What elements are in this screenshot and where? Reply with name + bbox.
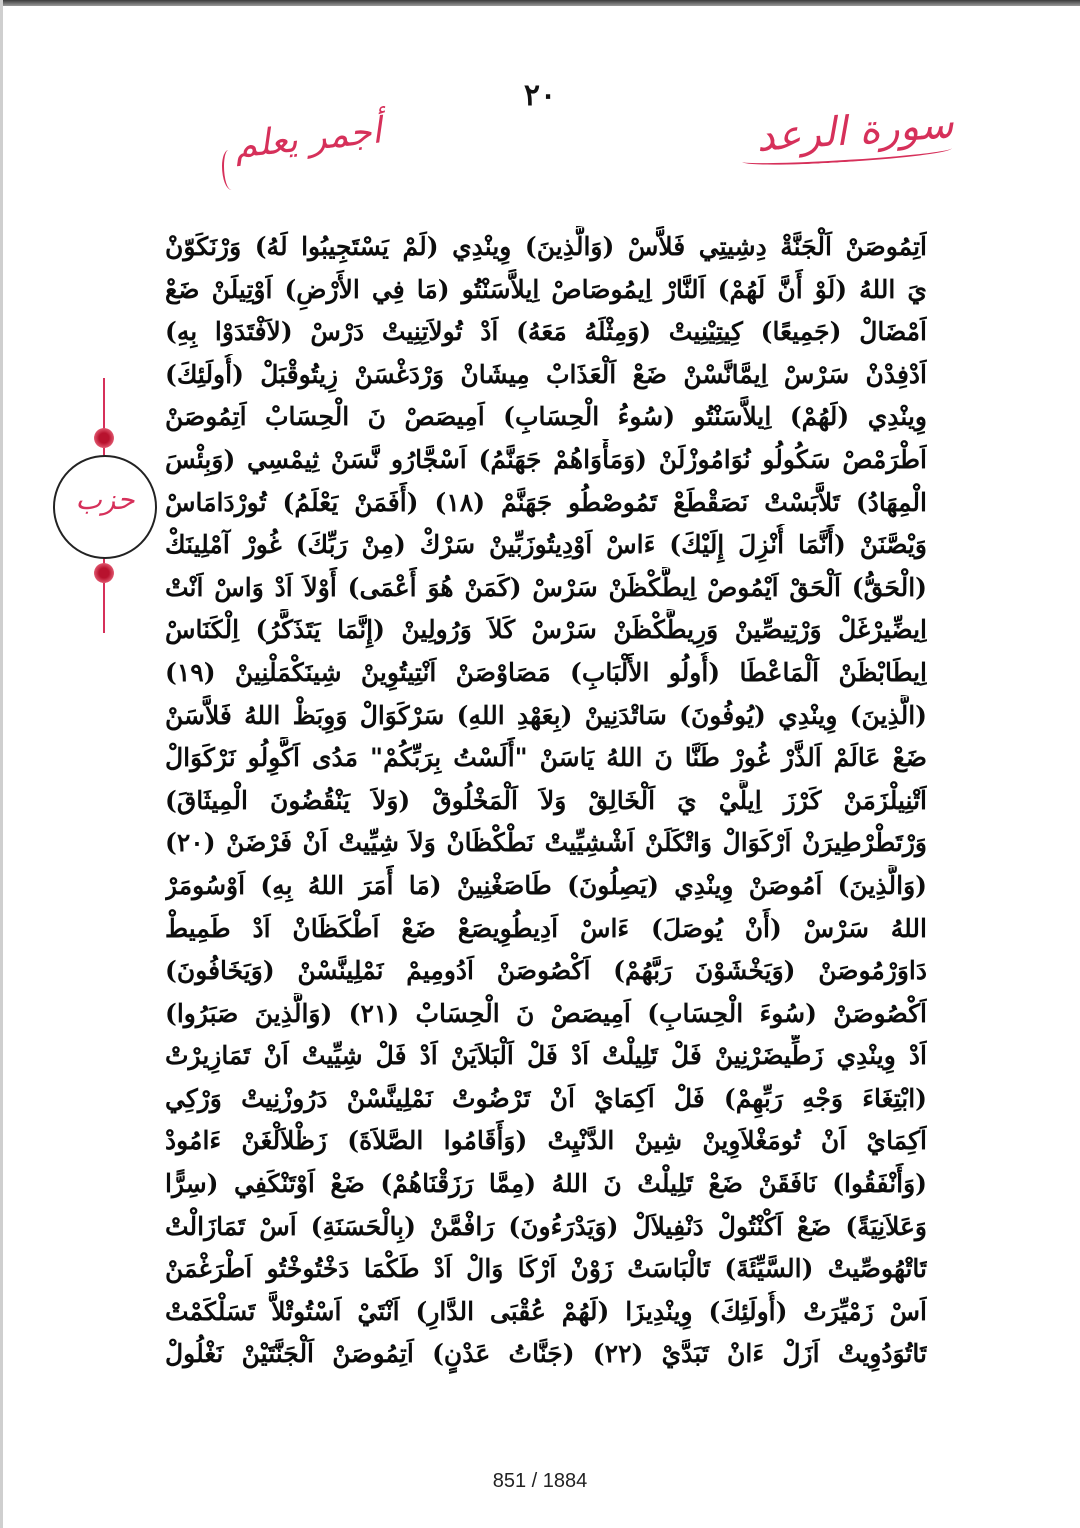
text-line: اَكِمَايْ اَنْ تُومَغْلاَوِينْ شِينْ الدَّنْيِتْ (وَأَقَامُوا الصَّلاَةَ) زَظْلاَلْغَنْ ءَامُودْ — [165, 1126, 927, 1156]
text-line: اَمْضَالْ (جَمِيعًا) كِيتِيْنِيتْ (وَمِثْلَهُ مَعَهُ) اَدْ تُولاَتِنِيتْ دَرْسْ (لاَفْتَدَوْا بِهِ) — [165, 317, 927, 347]
text-line: وَعَلاَنِيَةً) ضَعْ اَكْنْتُولْ دَنْفِيلاَلْ (وَيَدْرَءُونَ) رَافْمَّنْ (بِالْحَسَنَةِ) اَسْ تَمَازَالْتْ — [165, 1211, 927, 1241]
text-line: اَسْ زَمْيِّرَتْ (أُولَئِكَ) وِينْدِيزَا (لَهُمْ عُقْبَى الدَّارِ) اَنْتَيْ اَسْتُوتْلاَّ تَسَلْكَمْتْ — [165, 1296, 927, 1326]
text-line: اِيضِّيرْغَلْ وَرْتِيصِّينْ وَرِيطَّكْظَنْ سَرْسْ كَلاَ وَرُولِينْ (إِنَّمَا يَتَذَكَّرُ) اِلْكَنَاسْ — [165, 615, 927, 645]
text-line: اِيطَابْظَنْ اَلْمَاعْطَا (أُولُو الأَلْبَابِ) مَصَاوْصَنْ اَنْتِيتُوِينْ شِينَكْمَلْنِينْ (١٩) — [165, 657, 927, 687]
flower-ornament-bottom — [94, 563, 114, 583]
text-line: (ابْتِغَاءَ وَجْهِ رَبِّهِمْ) فَلْ اَكِمَايْ اَنْ تَرْضُوتْ نَمْلِينَّسْنْ دَرُوزْنِيتْ وَرْكِي — [165, 1083, 927, 1113]
page-body-text — [165, 226, 927, 1376]
text-line: (الْحَقُّ) اَلْحَقْ اَيْمُوصْ اِيطَّكْظَنْ سَرْسْ (كَمَنْ هُوَ أَعْمَى) أَوْلاَ اَدْ وَاسْ اَنْتْ — [165, 572, 927, 602]
juz-note-stroke — [222, 150, 238, 190]
text-line: اَطْرَمْصْ سَكُولُو نُوَامُوزْلَنْ (وَمَأْوَاهُمْ جَهَنَّمُ) اَسْجَّارُو نَّسَنْ ثِيمْسِي (وَبِئْسَ — [165, 444, 927, 474]
juz-note: أجمر يعلم — [232, 110, 384, 167]
flower-ornament-top — [94, 428, 114, 448]
text-line: وِينْدِي (لَهُمْ) اِيلاَّسَنْتُو (سُوءُ الْحِسَابِ) اَمِيصَصْ نَ الْحِسَابْ اَتِمُوصَنْ — [165, 402, 927, 432]
surah-title-note: سورة الرعد — [754, 101, 956, 161]
pagination-indicator: 851 / 1884 — [492, 1470, 588, 1492]
text-line: وَرْتَطْرْطِيرَنْ اَرْكَوَالْ وَاتْكَلَنْ اَشْشِيِّيتْ نَطْكْظَانْ وَلاَ شِيِّيتْ اَنْ فَرْضَنْ (٢٠) — [165, 828, 927, 858]
text-line: تَاتْهُوصِّيتْ (السَّيِّئَةَ) تَالْبَاسَتْ زَوْنْ اَرْكَا وَالْ اَدْ طَكْمَا دَخْتُوخْتُو اَطْرَغْمَنْ — [165, 1254, 927, 1284]
page-number: ٢٠ — [523, 78, 557, 113]
text-line: (الَّذِينَ) وِينْدِي (يُوفُونَ) سَاتْدَنِينْ (بِعَهْدِ اللهِ) سَرْكَوَالْ وَوِبَظْ اللهُ فَلاَّسَنْ — [165, 700, 927, 730]
scan-left-edge — [0, 0, 3, 1528]
text-line: (وَالَّذِينَ) اَمُوصَنْ وِينْدِي (يَصِلُونَ) طَاصَغْنِينْ (مَا أَمَرَ اللهُ بِهِ) اَوْسُومَرْ — [165, 870, 927, 900]
text-line: وَيْصَّنَنْ (أَنَّمَا أُنْزِلَ إِلَيْكَ) ءَاسْ اَوْدِيتُوزَبِّينْ سَرْكْ (مِنْ رَبِّكَ) غُورْ آمْلِينَكْ — [165, 530, 927, 560]
text-line: ضَعْ عَالَمْ اَلذَّرْ غُورْ طَنَّا نَ اللهُ يَاسَنْ "أَلَسْتُ بِرَبِّكُمْ" مَدُى اَكَّوِلُو نَرْكَوَالْ — [165, 743, 927, 773]
text-line: اَدْ وِينْدِي زَطِّيضَرْنِينْ فَلْ تَلِيلْتْ اَدْ فَلْ اَلْبَلاَيَنْ اَدْ فَلْ شِيِّيتْ اَنْ تَمَازِيرْتْ — [165, 1041, 927, 1071]
text-line: اَدْفِدْنْ سَرْسْ اِيمَّانَّسْنْ ضَعْ اَلْعَذَابْ مِيشَانْ وَرْدَغْسَنْ زِيتُوقْبَلْ (أُولَئِكَ) — [165, 359, 927, 389]
text-line: اَتِمُوصَنْ اَلْجَنَّةْ دِشِيتِي فَلاَّسْ (وَالَّذِينَ) وِينْدِي (لَمْ يَسْتَجِيبُوا لَهُ) وَرْنَكَوّنْ — [165, 232, 927, 261]
text-line: اللهُ سَرْسْ (أَنْ يُوصَلَ) ءَاسْ اَدِيطُوِيصَعْ ضَعْ اَطْكَظَانْ اَدْ طَمِيطْ — [165, 913, 927, 943]
text-line: اَكْصُوصَنْ (سُوءَ الْحِسَابِ) اَمِيصَصْ نَ الْحِسَابْ (٢١) (وَالَّذِينَ صَبَرُوا) — [165, 998, 927, 1028]
text-line: (وَأَنْفَقُوا) نَافَقَنْ ضَعْ تَلِيلْتْ نَ اللهُ (مِمَّا رَزَقْنَاهُمْ) ضَعْ اَوْتَنْكَفِي (سِرًّا — [165, 1169, 927, 1199]
text-line: يَ اللهُ (لَوْ أَنَّ لَهُمْ) اَلنَّارْ اِيمُوصَاصْ اِيلاَّسَنْتُو (مَا فِي الأَرْضِ) اَوْتِيلَنْ ضَعْ — [165, 274, 927, 304]
hizb-marker-label: حزب — [75, 483, 135, 516]
text-line: الْمِهَادُ) تَلاَّبَسْتْ نَصَقْطَعْ تَمُوصْطُو جَهَنَّمْ (١٨) (أَفَمَنْ يَعْلَمُ) تُورْدَامَاسْ — [165, 487, 927, 517]
text-line: تَاتُوَدُوِيتْ اَزَلْ ءَانْ تَبَدَّيْ (٢٢) (جَنَّاتُ عَدْنٍ) اَتِمُوصَنْ اَلْجَنَّتَيْنْ نَغْلُولْ — [165, 1339, 927, 1369]
scan-top-edge — [0, 0, 1080, 6]
text-line: دَاوَرْمُوصَنْ (وَيَخْشَوْنَ رَبَّهُمْ) اَكْصُوصَنْ اَدُومِيمْ نَمْلِينَّسْنْ (وَيَخَافُونَ) — [165, 956, 927, 986]
text-line: اَتْنِيلْزَمَنْ كَرْزَ اِيلَّيْ يَ اَلْخَالِقْ وَلاَ اَلْمَخْلُوقْ (وَلاَ يَنْقُضُونَ الْمِيثَاقَ) — [165, 785, 927, 815]
